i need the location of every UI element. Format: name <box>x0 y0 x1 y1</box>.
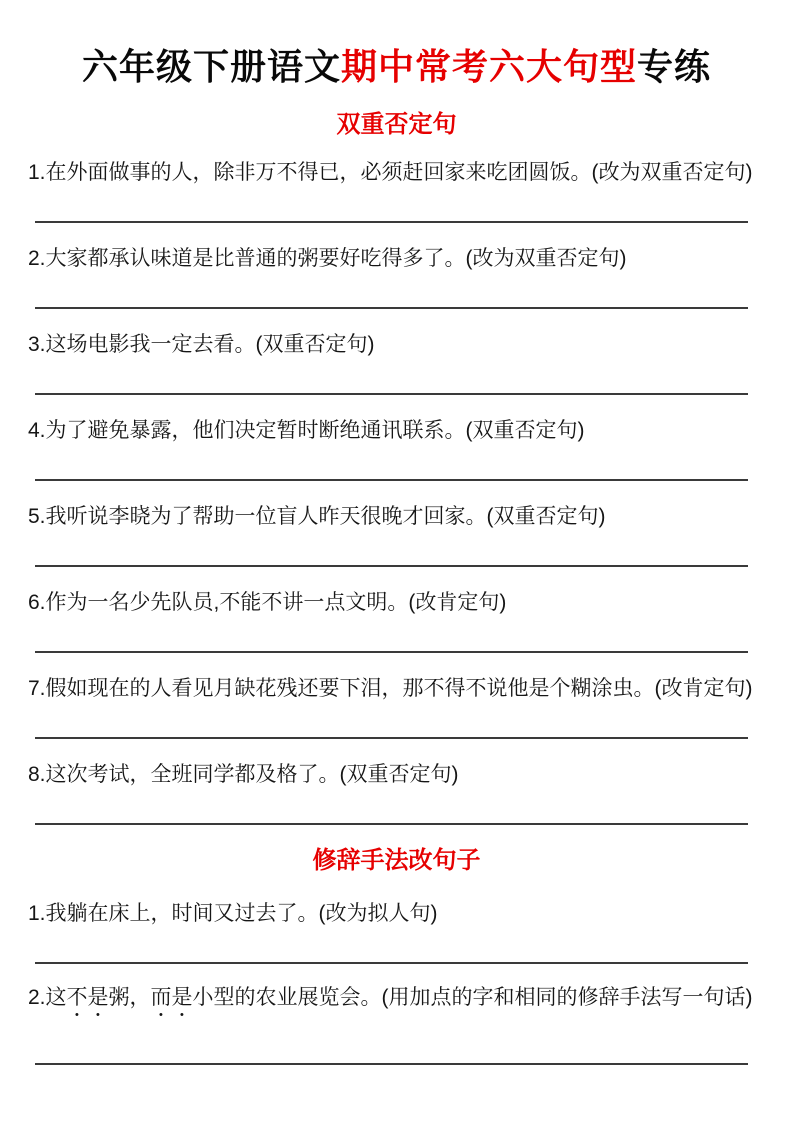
answer-line <box>35 651 748 653</box>
title-part-black-2: 专练 <box>637 46 712 87</box>
question-text: 3.这场电影我一定去看。(双重否定句) <box>28 333 375 356</box>
answer-line <box>35 962 748 964</box>
question-text: 6.作为一名少先队员,不能不讲一点文明。(改肯定句) <box>28 591 507 614</box>
question-segment: 粥， <box>108 986 151 1009</box>
question-segment: 小型的农业展览会。(用加点的字和相同的修辞手法写一句话) <box>192 986 753 1009</box>
answer-line <box>35 823 748 825</box>
emphasized-segment: 而是 <box>150 986 193 1009</box>
section-heading-rhetoric: 修辞手法改句子 <box>312 847 481 874</box>
answer-line <box>35 307 748 309</box>
answer-line <box>35 1063 748 1065</box>
page-title <box>0 46 793 88</box>
question-text: 5.我听说李晓为了帮助一位盲人昨天很晚才回家。(双重否定句) <box>28 505 606 528</box>
question-segment: 2.这 <box>28 986 67 1009</box>
answer-line <box>35 737 748 739</box>
question-text: 1.我躺在床上，时间又过去了。(改为拟人句) <box>28 902 438 925</box>
title-part-black-1: 六年级下册语文 <box>81 46 341 87</box>
answer-line <box>35 565 748 567</box>
answer-line <box>35 393 748 395</box>
question-text <box>28 984 775 1021</box>
answer-line <box>35 479 748 481</box>
emphasized-segment: 不是 <box>66 986 109 1009</box>
answer-line <box>35 221 748 223</box>
question-text: 2.大家都承认味道是比普通的粥要好吃得多了。(改为双重否定句) <box>28 247 627 270</box>
question-text: 7.假如现在的人看见月缺花残还要下泪，那不得不说他是个糊涂虫。(改肯定句) <box>28 677 753 700</box>
title-part-red: 期中常考六大句型 <box>340 46 637 87</box>
question-text: 8.这次考试，全班同学都及格了。(双重否定句) <box>28 763 459 786</box>
question-text: 4.为了避免暴露，他们决定暂时断绝通讯联系。(双重否定句) <box>28 419 585 442</box>
question-text: 1.在外面做事的人，除非万不得已，必须赶回家来吃团圆饭。(改为双重否定句) <box>28 161 753 184</box>
section-heading-double-negative: 双重否定句 <box>336 111 457 138</box>
